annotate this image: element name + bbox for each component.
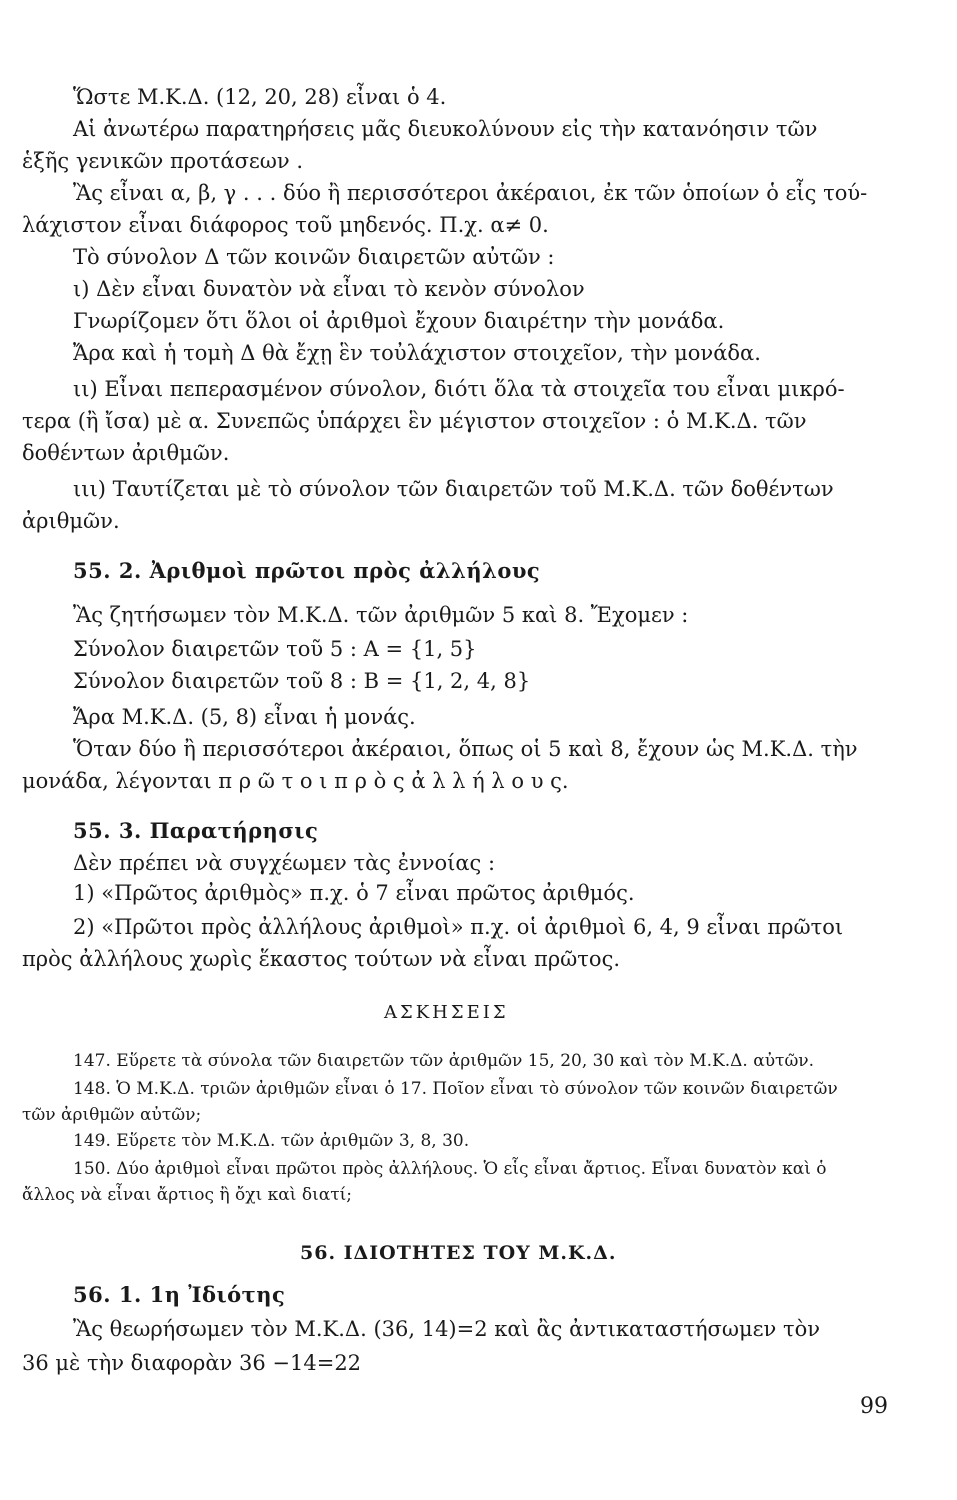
text-line: 1) «Πρῶτος ἀριθμὸς» π.χ. ὁ 7 εἶναι πρῶτος ἀριθμός. (73, 881, 635, 905)
text-line: ι) Δὲν εἶναι δυνατὸν νὰ εἶναι τὸ κενὸν σύνολον (73, 277, 585, 301)
text-line: ἀριθμῶν. (22, 509, 120, 533)
text-line: Ἂς ζητήσωμεν τὸν Μ.Κ.Δ. τῶν ἀριθμῶν 5 καὶ 8. Ἔχομεν : (73, 603, 689, 627)
text-line: Τὸ σύνολον Δ τῶν κοινῶν διαιρετῶν αὐτῶν : (73, 245, 555, 269)
text-line: δοθέντων ἀριθμῶν. (22, 441, 230, 465)
exercise-item: 147. Εὕρετε τὰ σύνολα τῶν διαιρετῶν τῶν ἀριθμῶν 15, 20, 30 καὶ τὸν Μ.Κ.Δ. αὐτῶν. (73, 1051, 815, 1071)
text-line: Ὅταν δύο ἢ περισσότεροι ἀκέραιοι, ὅπως οἱ 5 καὶ 8, ἔχουν ὡς Μ.Κ.Δ. τὴν (73, 737, 858, 761)
text-line: ιι) Εἶναι πεπερασμένον σύνολον, διότι ὅλα τὰ στοιχεῖα του εἶναι μικρό- (73, 377, 845, 401)
text-line: Σύνολον διαιρετῶν τοῦ 8 : Β = {1, 2, 4, 8} (73, 669, 531, 693)
section-heading: 55. 2. Ἀριθμοὶ πρῶτοι πρὸς ἀλλήλους (73, 558, 541, 583)
exercise-item: 150. Δύο ἀριθμοὶ εἶναι πρῶτοι πρὸς ἀλλήλους. Ὁ εἷς εἶναι ἄρτιος. Εἶναι δυνατὸν καὶ ὁ (73, 1159, 827, 1179)
text-line: Ἄρα Μ.Κ.Δ. (5, 8) εἶναι ἡ μονάς. (73, 705, 416, 729)
text-line: Σύνολον διαιρετῶν τοῦ 5 : Α = {1, 5} (73, 637, 477, 661)
text-line: Ὥστε Μ.Κ.Δ. (12, 20, 28) εἶναι ὁ 4. (73, 85, 447, 109)
section-heading: 56. ΙΔΙΟΤΗΤΕΣ ΤΟΥ Μ.Κ.Δ. (300, 1242, 617, 1264)
exercise-item: 149. Εὕρετε τὸν Μ.Κ.Δ. τῶν ἀριθμῶν 3, 8, 30. (73, 1131, 470, 1151)
exercise-item: ἄλλος νὰ εἶναι ἄρτιος ἢ ὄχι καὶ διατί; (22, 1185, 353, 1205)
page-number: 99 (860, 1394, 888, 1419)
text-line: Ἄρα καὶ ἡ τομὴ Δ θὰ ἔχῃ ἓν τοὐλάχιστον στοιχεῖον, τὴν μονάδα. (73, 341, 761, 365)
text-line: ιιι) Ταυτίζεται μὲ τὸ σύνολον τῶν διαιρετῶν τοῦ Μ.Κ.Δ. τῶν δοθέντων (73, 477, 834, 501)
exercises-heading: ΑΣΚΗΣΕΙΣ (384, 1002, 509, 1023)
text-line: Αἱ ἀνωτέρω παρατηρήσεις μᾶς διευκολύνουν εἰς τὴν κατανόησιν τῶν (73, 117, 818, 141)
text-line: πρὸς ἀλλήλους χωρὶς ἕκαστος τούτων νὰ εἶναι πρῶτος. (22, 947, 621, 971)
text-line: 2) «Πρῶτοι πρὸς ἀλλήλους ἀριθμοὶ» π.χ. οἱ ἀριθμοὶ 6, 4, 9 εἶναι πρῶτοι (73, 915, 844, 939)
section-heading: 55. 3. Παρατήρησις (73, 818, 319, 843)
text-line: μονάδα, λέγονται π ρ ῶ τ ο ι π ρ ὸ ς ἀ λ λ ή λ ο υ ς. (22, 769, 569, 793)
text-line: λάχιστον εἶναι διάφορος τοῦ μηδενός. Π.χ. α≠ 0. (22, 213, 549, 237)
text-line: ἑξῆς γενικῶν προτάσεων . (22, 149, 304, 173)
text-line: 36 μὲ τὴν διαφορὰν 36 −14=22 (22, 1351, 362, 1375)
text-line: Ἂς θεωρήσωμεν τὸν Μ.Κ.Δ. (36, 14)=2 καὶ ἂς ἀντικαταστήσωμεν τὸν (73, 1317, 820, 1341)
text-line: τερα (ἢ ἴσα) μὲ α. Συνεπῶς ὑπάρχει ἓν μέγιστον στοιχεῖον : ὁ Μ.Κ.Δ. τῶν (22, 409, 807, 433)
exercise-item: τῶν ἀριθμῶν αὐτῶν; (22, 1105, 202, 1125)
exercise-item: 148. Ὁ Μ.Κ.Δ. τριῶν ἀριθμῶν εἶναι ὁ 17. Ποῖον εἶναι τὸ σύνολον τῶν κοινῶν διαιρετῶν (73, 1079, 838, 1099)
text-line: Δὲν πρέπει νὰ συγχέωμεν τὰς ἐννοίας : (73, 851, 496, 875)
text-line: Ἂς εἶναι α, β, γ . . . δύο ἢ περισσότεροι ἀκέραιοι, ἐκ τῶν ὁποίων ὁ εἷς τού- (73, 181, 868, 205)
subsection-heading: 56. 1. 1η Ἰδιότης (73, 1282, 286, 1307)
text-line: Γνωρίζομεν ὅτι ὅλοι οἱ ἀριθμοὶ ἔχουν διαιρέτην τὴν μονάδα. (73, 309, 725, 333)
